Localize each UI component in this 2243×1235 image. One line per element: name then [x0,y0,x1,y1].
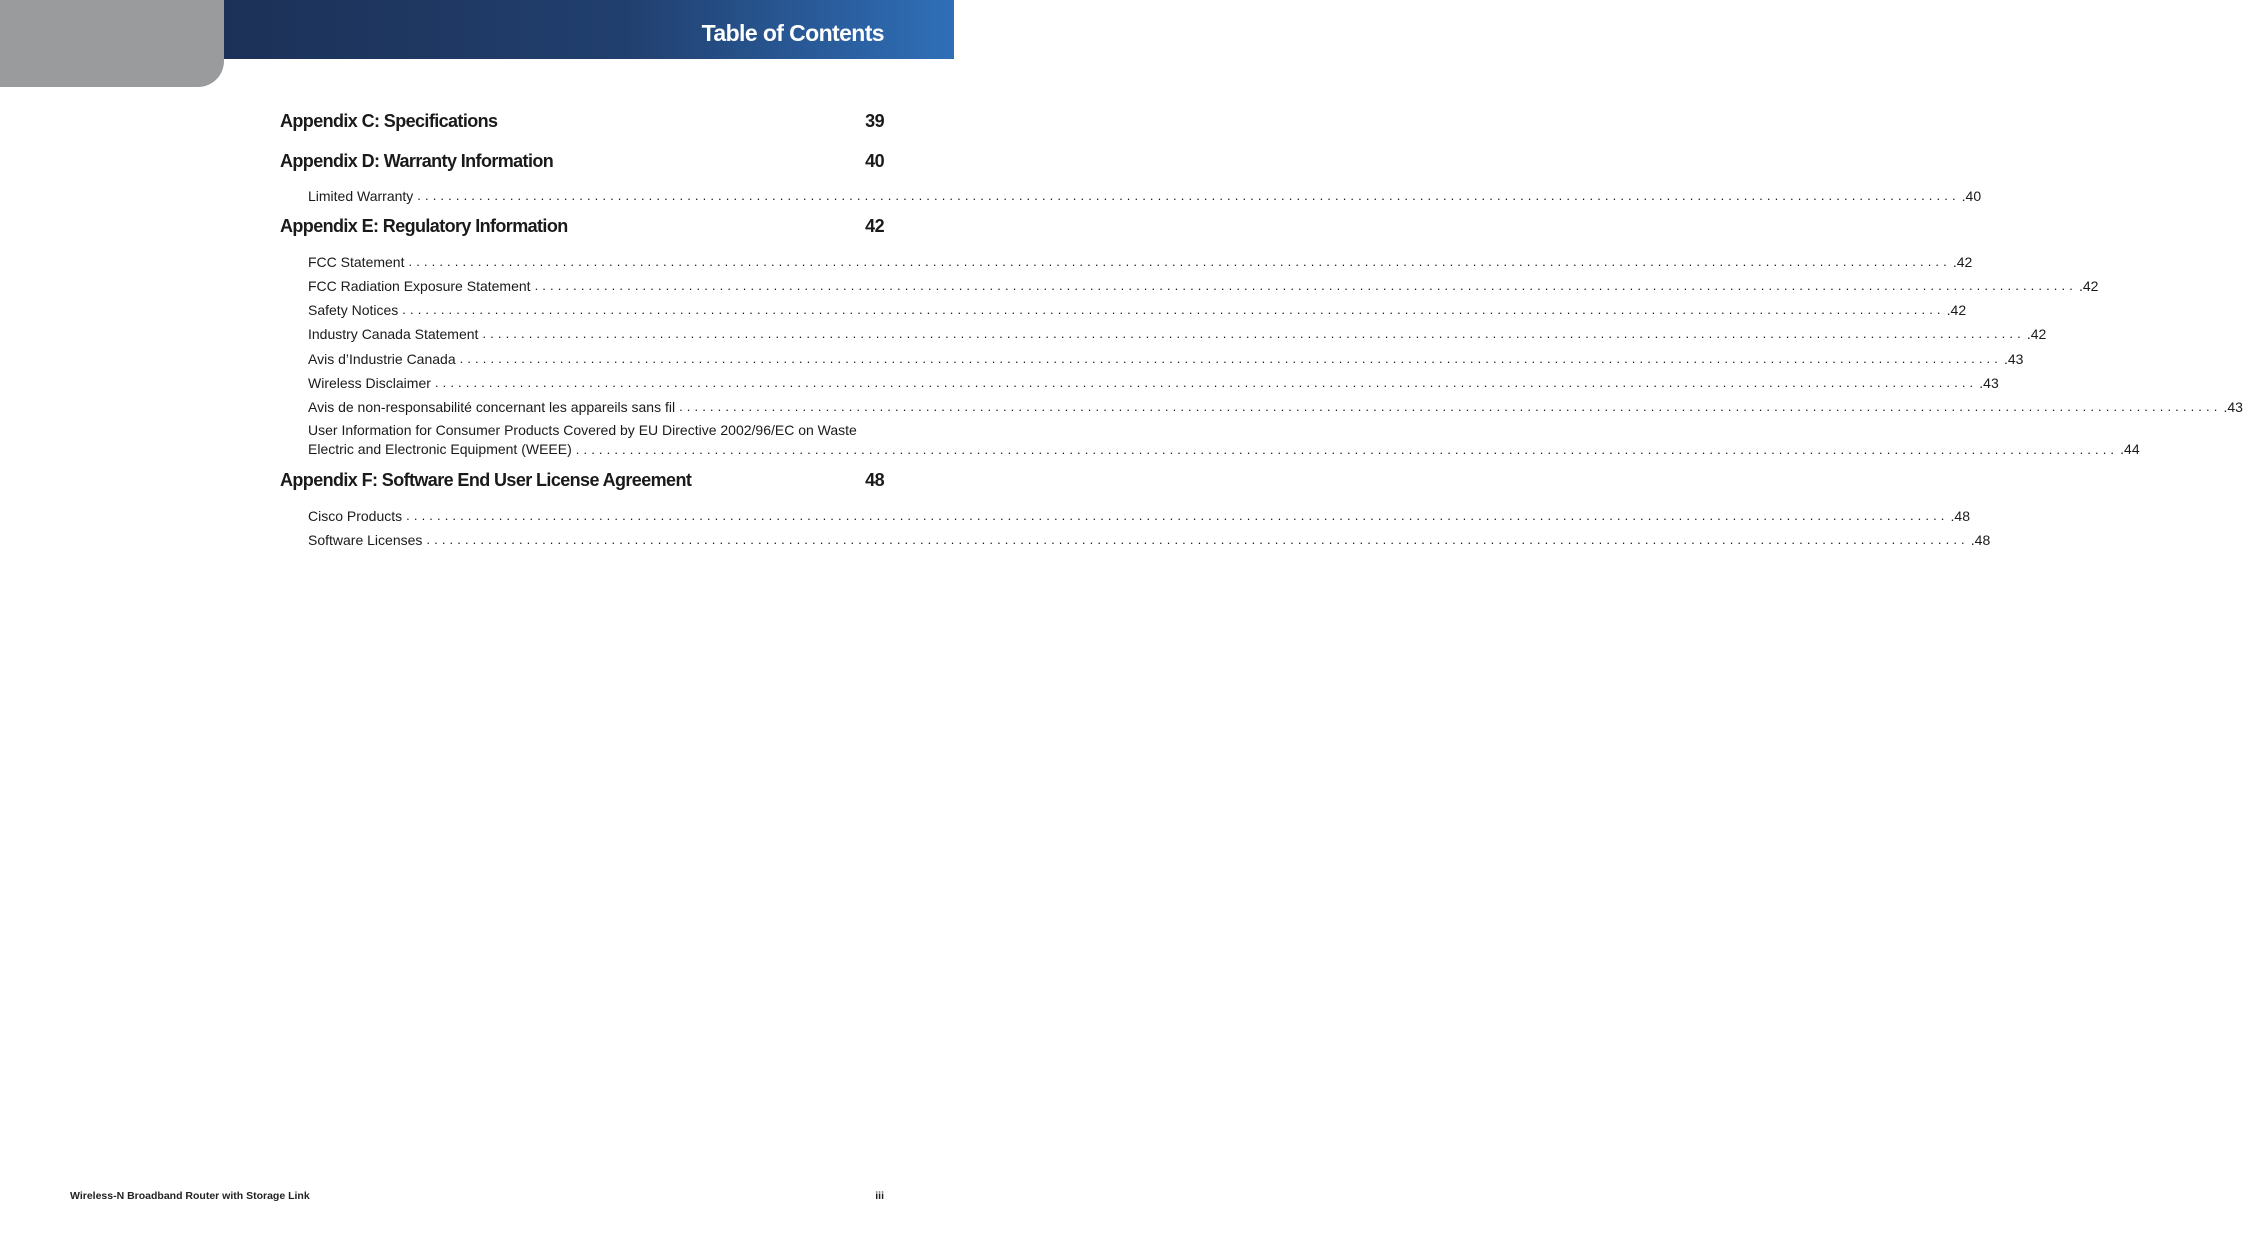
toc-entry-page: .44 [2120,441,2140,458]
toc-entry-label: Safety Notices [308,302,399,319]
toc-entry-label: Wireless Disclaimer [308,375,431,392]
dot-leader: ........................................................................................................................................................................................................ [434,375,1978,391]
toc-entry-page: .40 [1961,188,1982,205]
toc-entry-label: Avis de non-responsabilité concernant les appareils sans fil [308,399,676,416]
toc-entry-label: Avis d’Industrie Canada [308,350,456,367]
toc-entry-page: .43 [1979,375,1999,392]
toc-heading-title: Appendix C: Specifications [280,111,498,131]
toc-entry-label: Limited Warranty [308,188,414,205]
toc-heading-title: Appendix E: Regulatory Information [280,216,568,237]
dot-leader: ........................................................................................................................................................................................................ [534,277,2077,293]
footer-page-number: iii [875,1190,884,1202]
toc-entry-page: .48 [1950,507,1970,524]
toc-entry-page: .43 [2223,399,2243,416]
toc-entry-label: Software Licenses [308,531,423,548]
toc-entry-weee[interactable] [308,416,2140,459]
header-bar [224,0,954,59]
toc-entry-label: Industry Canada Statement [308,326,479,343]
toc-entry-page: .42 [2026,326,2047,343]
toc-entry-label: FCC Statement [308,253,405,270]
dot-leader: ........................................................................................................................................................................................................ [575,442,2119,458]
corner-tab [0,0,224,87]
toc-heading-appendix-d[interactable] [280,148,884,179]
dot-leader: ........................................................................................................................................................................................................ [679,399,2222,415]
toc-entry-fcc-radiation[interactable] [308,271,2099,295]
toc-entry-page: .43 [2003,350,2024,367]
toc-section-appendix-d [280,148,1982,205]
dot-leader: ........................................................................................................................................................................................................ [417,188,1960,204]
toc-entry-label-line1: User Information for Consumer Products Covered by EU Directive 2002/96/EC on Waste [308,422,857,439]
toc-entry-label: FCC Radiation Exposure Statement [308,277,531,294]
toc-heading-page: 39 [865,111,884,131]
toc-entry-wireless-disclaimer[interactable] [308,368,1999,392]
dot-leader: ........................................................................................................................................................................................................ [402,302,1945,318]
toc-heading-page: 48 [865,470,884,491]
toc-entry-industry-canada[interactable] [308,319,2047,343]
toc-heading-title: Appendix F: Software End User License Agreement [280,470,692,491]
toc-heading-appendix-e[interactable] [280,213,884,244]
dot-leader: ........................................................................................................................................................................................................ [426,531,1969,547]
toc-entry-fcc-statement[interactable] [308,246,1973,270]
toc-entry-page: .42 [1946,302,1967,319]
toc-entry-page: .42 [2078,277,2099,294]
footer-product-name: Wireless-N Broadband Router with Storage Link [70,1190,310,1202]
toc-section-appendix-f [280,467,1991,549]
toc-heading-appendix-f[interactable] [280,467,884,498]
toc-entry-avis-non-responsabilite[interactable] [308,392,2243,416]
toc-entry-cisco-products[interactable] [308,500,1970,524]
toc-heading-page: 40 [865,151,884,171]
dot-leader: ........................................................................................................................................................................................................ [406,507,1949,523]
toc-entry-software-licenses[interactable] [308,525,1991,549]
table-of-contents [280,108,2243,549]
toc-section-appendix-e [280,213,2243,459]
toc-entry-safety-notices[interactable] [308,295,1967,319]
toc-section-appendix-c [280,108,884,139]
toc-entry-limited-warranty[interactable] [308,181,1982,205]
page-title: Table of Contents [701,20,884,46]
toc-entry-avis-industrie-canada[interactable] [308,343,2024,367]
toc-heading-title: Appendix D: Warranty Information [280,151,554,171]
toc-entry-label: Cisco Products [308,507,403,524]
dot-leader: ........................................................................................................................................................................................................ [459,350,2002,366]
dot-leader: ........................................................................................................................................................................................................ [408,253,1951,269]
toc-heading-appendix-c[interactable] [280,108,884,139]
toc-entry-label-line2: Electric and Electronic Equipment (WEEE) [308,441,572,458]
dot-leader: ........................................................................................................................................................................................................ [482,326,2025,342]
toc-entry-page: .42 [1952,253,1973,270]
toc-entry-page: .48 [1970,531,1991,548]
toc-heading-page: 42 [865,216,884,237]
